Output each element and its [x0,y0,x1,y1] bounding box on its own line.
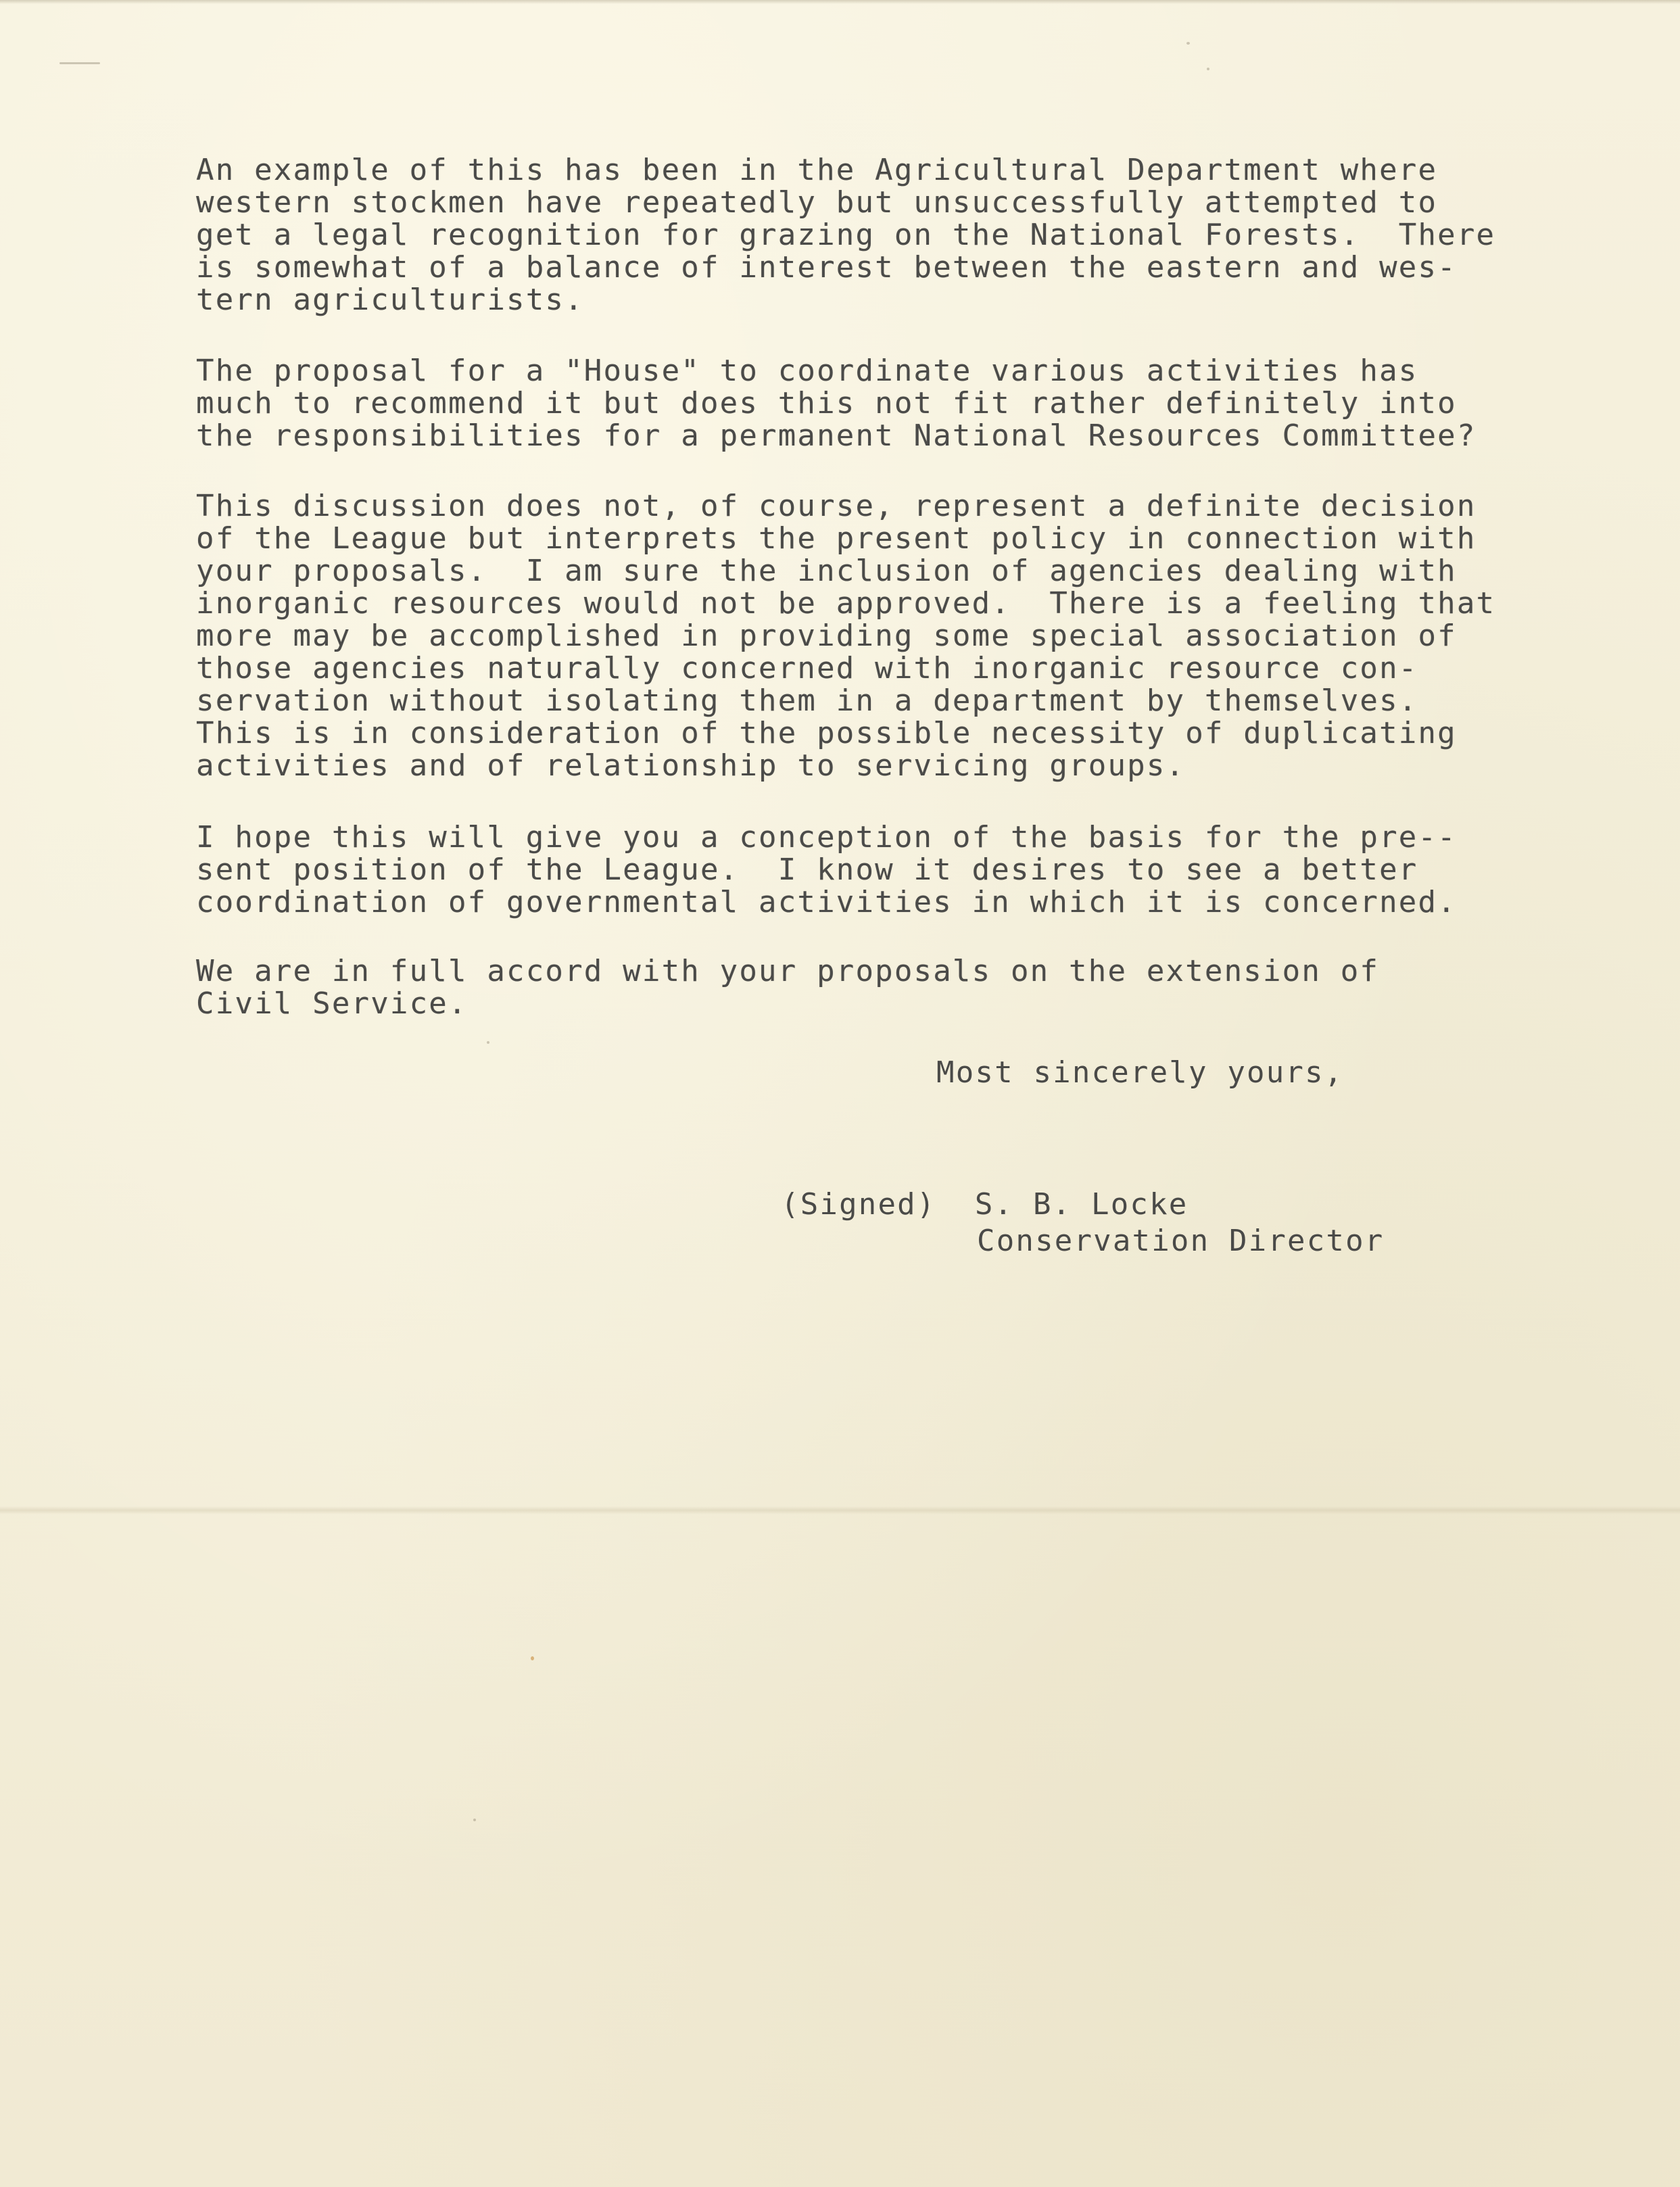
text-line: is somewhat of a balance of interest between the eastern and wes- [196,250,1457,285]
paper-speck [1186,42,1190,45]
signature-line: (Signed) S. B. Locke [781,1187,1189,1222]
paper-speck [473,1819,476,1821]
text-line: those agencies naturally concerned with inorganic resource con- [196,651,1418,686]
letter-paragraph-1 [196,154,1562,316]
text-line: more may be accomplished in providing some special association of [196,619,1457,653]
text-line: servation without isolating them in a department by themselves. [196,683,1418,718]
letter-paragraph-3 [196,490,1562,782]
paper-speck [487,1041,489,1044]
paper-speck [59,62,100,64]
text-line: your proposals. I am sure the inclusion of agencies dealing with [196,554,1457,588]
letter-paragraph-5 [196,955,1562,1020]
letter-paragraph-4 [196,821,1562,919]
text-line: The proposal for a "House" to coordinate various activities has [196,354,1418,388]
text-line: tern agriculturists. [196,283,584,317]
text-line: This is in consideration of the possible necessity of duplicating [196,716,1457,750]
text-line: western stockmen have repeatedly but unsuccessfully attempted to [196,185,1438,220]
text-line: much to recommend it but does this not fit rather definitely into [196,386,1457,420]
signer-title: Conservation Director [977,1224,1385,1258]
text-line: inorganic resources would not be approved. There is a feeling that [196,586,1496,621]
text-line: activities and of relationship to servicing groups. [196,748,1186,783]
text-line: This discussion does not, of course, represent a definite decision [196,489,1477,523]
paper-speck [1207,68,1209,70]
text-line: We are in full accord with your proposals on the extension of [196,954,1380,988]
text-line: An example of this has been in the Agricultural Department where [196,153,1438,187]
text-line: I hope this will give you a conception of the basis for the pre-- [196,820,1457,855]
text-line: of the League but interprets the present policy in connection with [196,521,1477,556]
letter-paragraph-2 [196,355,1562,452]
paper-speck [531,1656,534,1660]
letter-closing: Most sincerely yours, [936,1055,1344,1090]
text-line: Civil Service. [196,986,468,1021]
text-line: the responsibilities for a permanent National Resources Committee? [196,418,1477,453]
paper-fold-line [0,1506,1680,1514]
text-line: get a legal recognition for grazing on the National Forests. There [196,218,1496,252]
text-line: sent position of the League. I know it desires to see a better [196,852,1418,887]
text-line: coordination of governmental activities in which it is concerned. [196,885,1457,919]
paper-top-edge [0,0,1680,4]
